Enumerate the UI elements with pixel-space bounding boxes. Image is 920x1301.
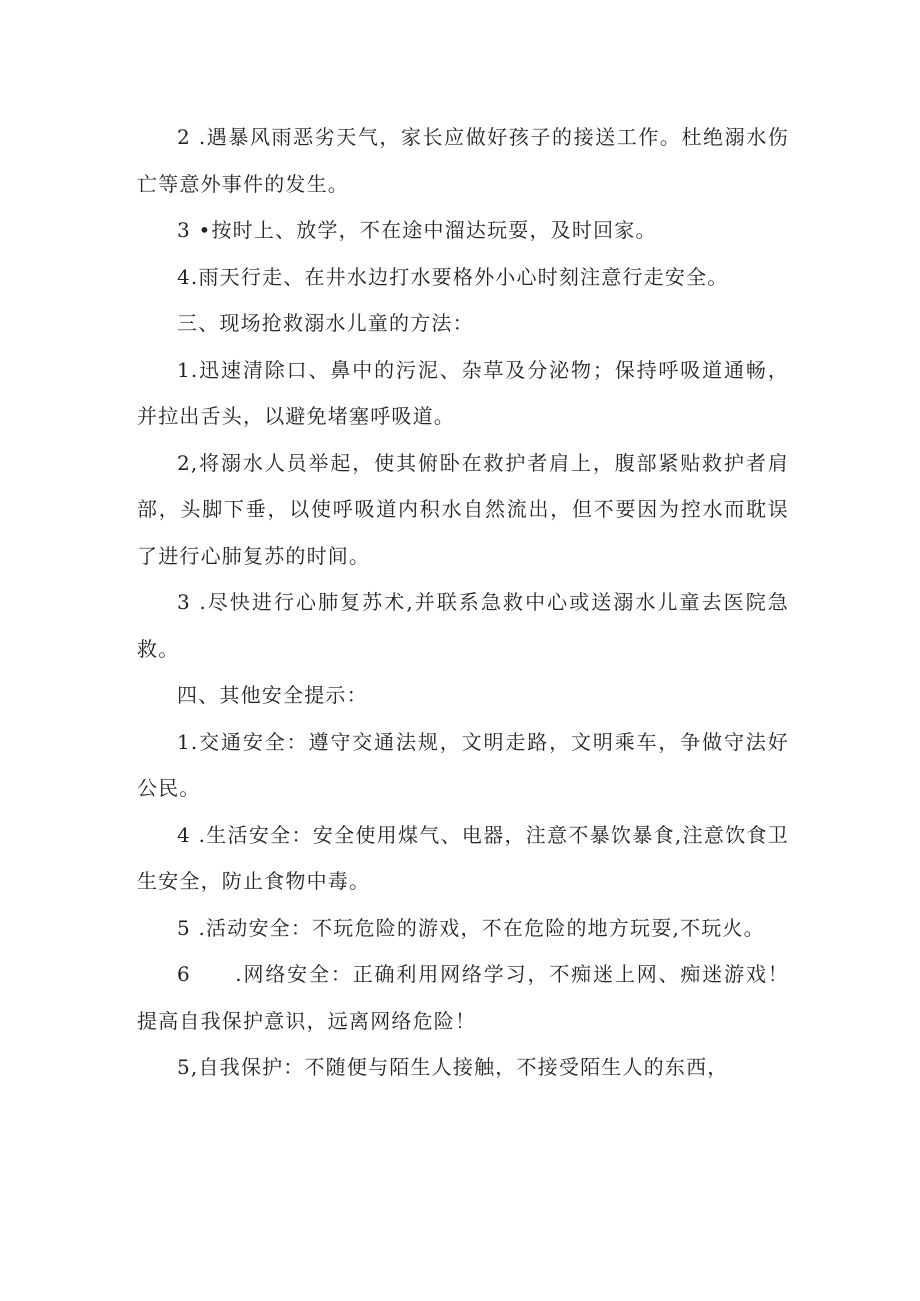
paragraph-item-3-school-hours: 3 •按时上、放学，不在途中溜达玩耍，及时回家。 bbox=[177, 218, 657, 242]
paragraph-item-2-bad-weather: 2 .遇暴风雨恶劣天气，家长应做好孩子的接送工作。杜绝溺水伤亡等意外事件的发生。 bbox=[137, 125, 789, 196]
paragraph-rescue-step-3: 3 .尽快进行心肺复苏术,并联系急救中心或送溺水儿童去医院急救。 bbox=[137, 590, 789, 661]
paragraph-life-safety: 4 .生活安全：安全使用煤气、电器，注意不暴饮暴食,注意饮食卫生安全，防止食物中毒。 bbox=[137, 822, 789, 893]
paragraph-item-4-rainy-day: 4.雨天行走、在井水边打水要格外小心时刻注意行走安全。 bbox=[177, 264, 729, 289]
paragraph-network-safety: 6 .网络安全：正确利用网络学习，不痴迷上网、痴迷游戏！提高自我保护意识，远离网络危险！ bbox=[137, 962, 789, 1033]
paragraph-rescue-step-2: 2,将溺水人员举起，使其俯卧在救护者肩上，腹部紧贴救护者肩部，头脚下垂，以使呼吸道内积水自然流出，但不要因为控水而耽误了进行心肺复苏的时间。 bbox=[137, 450, 789, 568]
paragraph-traffic-safety: 1.交通安全：遵守交通法规，文明走路，文明乘车，争做守法好公民。 bbox=[137, 729, 789, 800]
paragraph-self-protection: 5,自我保护：不随便与陌生人接触，不接受陌生人的东西， bbox=[177, 1055, 729, 1079]
body-text bbox=[137, 114, 789, 1091]
section-heading-rescue-methods: 三、现场抢救溺水儿童的方法： bbox=[177, 311, 474, 335]
paragraph-rescue-step-1: 1.迅速清除口、鼻中的污泥、杂草及分泌物；保持呼吸道通畅，并拉出舌头，以避免堵塞呼吸道。 bbox=[137, 357, 789, 428]
paragraph-activity-safety: 5 .活动安全：不玩危险的游戏，不在危险的地方玩耍,不玩火。 bbox=[177, 915, 765, 940]
section-heading-other-tips: 四、其他安全提示： bbox=[177, 683, 368, 707]
